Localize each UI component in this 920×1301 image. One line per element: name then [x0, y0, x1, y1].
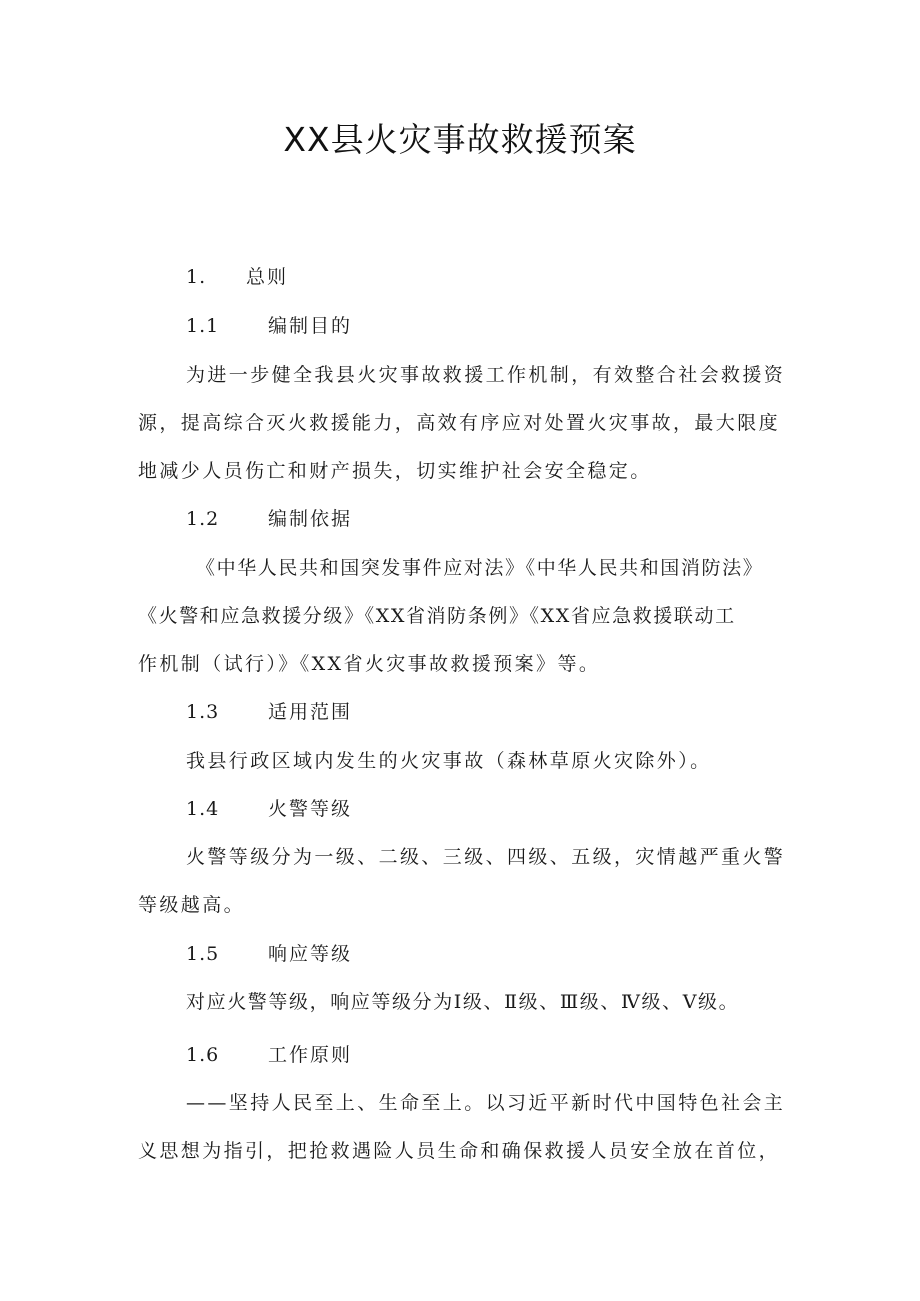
section-title: 工作原则: [268, 1044, 353, 1066]
section-number: 1.2: [186, 508, 220, 530]
section-heading-principles: [186, 1041, 352, 1069]
section-title: 适用范围: [268, 701, 353, 723]
paragraph-line: 地减少人员伤亡和财产损失，切实维护社会安全稳定。: [138, 460, 652, 482]
paragraph-line: 作机制（试行）》《XX省火灾事故救援预案》等。: [138, 653, 601, 675]
section-number: 1.5: [186, 943, 220, 965]
section-heading-purpose: [186, 312, 352, 340]
paragraph-line: 义思想为指引，把抢救遇险人员生命和确保救援人员安全放在首位，: [138, 1140, 781, 1162]
section-heading-general: [186, 263, 288, 291]
paragraph-line: 源，提高综合灭火救援能力，高效有序应对处置火灾事故，最大限度: [138, 412, 781, 434]
section-number: 1.6: [186, 1044, 220, 1066]
paragraph-line: 为进一步健全我县火灾事故救援工作机制，有效整合社会救援资: [186, 364, 786, 386]
paragraph-line: ——坚持人民至上、生命至上。以习近平新时代中国特色社会主: [186, 1092, 786, 1114]
paragraph-line: 我县行政区域内发生的火灾事故（森林草原火灾除外）。: [186, 750, 712, 772]
section-number: 1.4: [186, 798, 220, 820]
section-heading-scope: [186, 698, 352, 726]
paragraph-line: 《中华人民共和国突发事件应对法》《中华人民共和国消防法》: [196, 557, 764, 579]
paragraph-line: 火警等级分为一级、二级、三级、四级、五级，灾情越严重火警: [186, 846, 786, 868]
section-title: 总则: [246, 266, 289, 288]
section-title: 编制依据: [268, 508, 353, 530]
section-number: 1.: [186, 266, 207, 288]
paragraph-line: 等级越高。: [138, 894, 246, 916]
section-title: 火警等级: [268, 798, 353, 820]
document-title: XX县火灾事故救援预案: [283, 120, 637, 159]
section-heading-basis: [186, 505, 352, 533]
section-number: 1.3: [186, 701, 220, 723]
paragraph-line: 对应火警等级，响应等级分为Ⅰ级、Ⅱ级、Ⅲ级、Ⅳ级、Ⅴ级。: [186, 991, 740, 1013]
section-heading-response-levels: [186, 940, 352, 968]
section-heading-alarm-levels: [186, 795, 352, 823]
section-number: 1.1: [186, 315, 220, 337]
section-title: 编制目的: [268, 315, 353, 337]
section-title: 响应等级: [268, 943, 353, 965]
paragraph-line: 《火警和应急救援分级》《XX省消防条例》《XX省应急救援联动工: [138, 605, 736, 627]
